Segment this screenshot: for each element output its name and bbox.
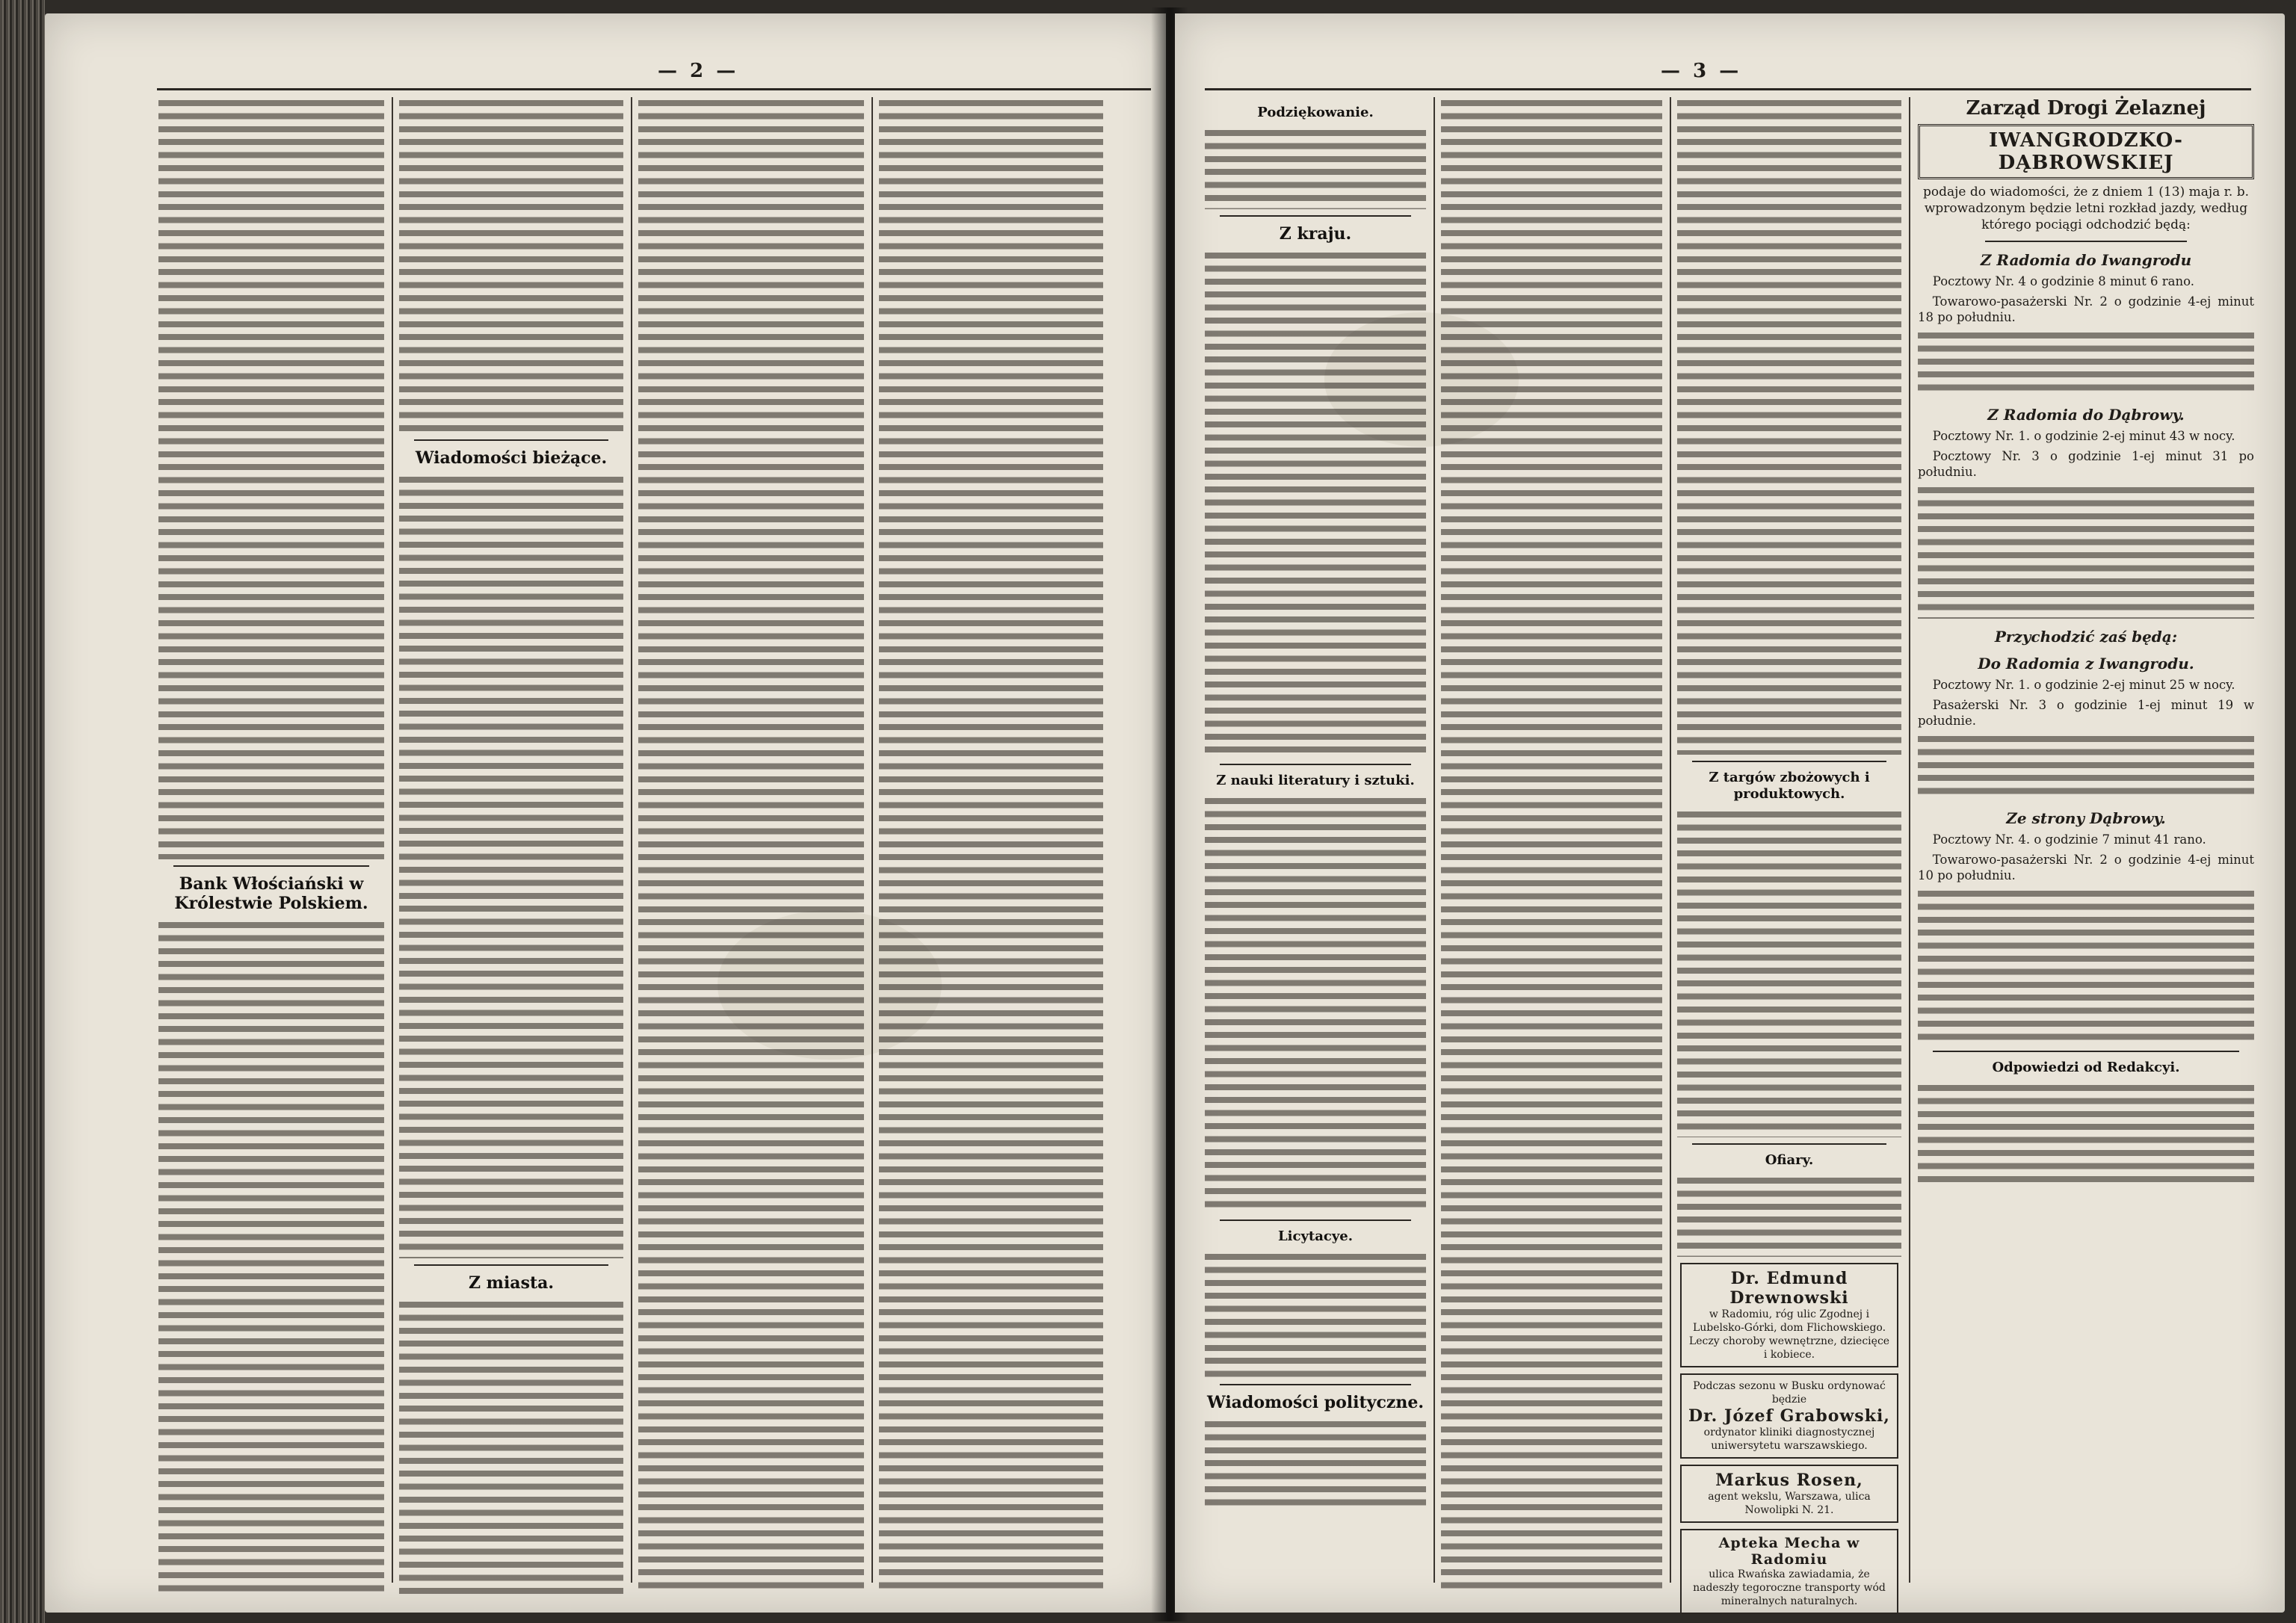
column-rule <box>1909 97 1910 1583</box>
column-rule <box>871 97 873 1583</box>
section-rule <box>1933 1051 2239 1052</box>
doctor-name: Dr. Edmund Drewnowski <box>1729 1269 1849 1308</box>
body-text-block <box>1441 97 1662 1592</box>
body-text-block <box>1918 733 2254 800</box>
railway-section-2: Z Radomia do Dąbrowy. <box>1987 406 2185 424</box>
right-column-4 <box>1918 97 2254 1583</box>
body-text-block <box>399 1299 623 1598</box>
doctor-text: w Radomiu, róg ulic Zgodnej i Lubelsko-Górki, dom Flichowskiego. Leczy choroby wewnętrzne, dziecięce i kobiece. <box>1688 1308 1890 1361</box>
body-text-block <box>1918 330 2254 397</box>
page-number-left: — 2 — <box>658 60 739 82</box>
body-text-block <box>1205 250 1426 758</box>
page-number-right: — 3 — <box>1661 60 1742 82</box>
column-rule <box>631 97 632 1583</box>
pharmacy-name: Apteka Mecha w Radomiu <box>1718 1535 1860 1568</box>
busko-name: Dr. Józef Grabowski, <box>1688 1406 1890 1426</box>
grain-heading: Z targów zbożowych i produktowych. <box>1709 770 1870 802</box>
top-rule <box>157 88 1151 90</box>
body-text-block <box>1205 795 1426 1214</box>
left-column-4 <box>879 97 1103 1583</box>
top-rule <box>1205 88 2251 90</box>
column-rule <box>1670 97 1671 1583</box>
train-entry: Towarowo-pasażerski Nr. 2 o godzinie 4-ej minut 10 po południu. <box>1918 853 2254 882</box>
body-text-block <box>1677 1175 1901 1257</box>
section-rule <box>1220 1384 1411 1385</box>
train-entry: Pocztowy Nr. 1. o godzinie 2-ej minut 43 w nocy. <box>1932 429 2235 443</box>
column-rule <box>1434 97 1435 1583</box>
section-rule <box>1985 241 2187 242</box>
section-rule <box>1692 1143 1886 1145</box>
railway-section-4: Do Radomia z Iwangrodu. <box>1978 655 2194 673</box>
right-column-3 <box>1677 97 1901 1607</box>
busko-text-1: Podczas sezonu w Busku ordynować będzie <box>1693 1380 1886 1406</box>
science-heading: Z nauki literatury i sztuki. <box>1216 773 1415 788</box>
pharmacy-advert <box>1680 1529 1898 1614</box>
bank-heading: Bank Włościański w Królestwie Polskiem. <box>174 874 368 913</box>
section-rule <box>1220 764 1411 765</box>
left-column-1 <box>158 97 384 1583</box>
right-column-2 <box>1441 97 1662 1583</box>
body-text-block <box>399 97 623 433</box>
body-text-block <box>399 474 623 1258</box>
pharmacy-text: ulica Rwańska zawiadamia, że nadeszły tegoroczne transporty wód mineralnych naturalnych. <box>1693 1568 1886 1607</box>
train-entry: Pocztowy Nr. 1. o godzinie 2-ej minut 25 w nocy. <box>1932 678 2235 692</box>
body-text-block <box>1677 97 1901 755</box>
busko-text-2: ordynator kliniki diagnostycznej uniwersytetu warszawskiego. <box>1703 1426 1875 1452</box>
train-entry: Pocztowy Nr. 4. o godzinie 7 minut 41 rano. <box>1932 832 2206 847</box>
column-rule <box>392 97 393 1583</box>
railway-section-5: Ze strony Dąbrowy. <box>2006 809 2166 827</box>
left-column-2 <box>399 97 623 1583</box>
busko-advert <box>1680 1373 1898 1459</box>
body-text-block <box>879 97 1103 1592</box>
right-column-1 <box>1205 97 1426 1583</box>
agent-name: Markus Rosen, <box>1715 1471 1863 1490</box>
train-entry: Pocztowy Nr. 4 o godzinie 8 minut 6 rano. <box>1932 274 2194 288</box>
agent-text: agent wekslu, Warszawa, ulica Nowolipki N. 21. <box>1708 1491 1871 1516</box>
body-text-block <box>1918 484 2254 619</box>
railway-banner: IWANGRODZKO-DĄBROWSKIEJ <box>1918 124 2254 179</box>
agent-advert <box>1680 1465 1898 1523</box>
section-rule <box>414 439 608 441</box>
left-column-3 <box>638 97 864 1583</box>
body-text-block <box>1918 1082 2254 1187</box>
railway-section-1: Z Radomia do Iwangrodu <box>1980 251 2192 269</box>
body-text-block <box>1677 809 1901 1137</box>
right-page <box>1175 13 2285 1613</box>
country-heading: Z kraju. <box>1279 224 1352 244</box>
body-text-block <box>1918 888 2254 1045</box>
auctions-heading: Licytacye. <box>1277 1228 1354 1244</box>
train-entry: Pocztowy Nr. 3 o godzinie 1-ej minut 31 po południu. <box>1918 449 2254 479</box>
railway-intro: podaje do wiadomości, że z dniem 1 (13) maja r. b. wprowadzonym będzie letni rozkład jazdy, według którego pociągi odchodzić będą: <box>1922 185 2250 232</box>
editor-replies-heading: Odpowiedzi od Redakcyi. <box>1992 1060 2180 1075</box>
train-entry: Pasażerski Nr. 3 o godzinie 1-ej minut 19 w południe. <box>1918 698 2254 728</box>
town-heading: Z miasta. <box>468 1273 555 1293</box>
railway-section-3: Przychodzić zaś będą: <box>1994 628 2178 646</box>
section-rule <box>414 1264 608 1266</box>
news-heading: Wiadomości bieżące. <box>415 448 608 468</box>
section-rule <box>173 865 369 867</box>
section-rule <box>1220 1219 1411 1221</box>
body-text-block <box>158 97 384 859</box>
railway-title: Zarząd Drogi Żelaznej <box>1966 97 2206 120</box>
section-rule <box>1220 215 1411 217</box>
body-text-block <box>1205 1251 1426 1378</box>
politics-heading: Wiadomości polityczne. <box>1207 1393 1424 1412</box>
left-page <box>45 13 1166 1613</box>
sacrifices-heading: Ofiary. <box>1765 1152 1814 1168</box>
section-rule <box>1692 761 1886 762</box>
doctor-advert <box>1680 1263 1898 1367</box>
thanks-heading: Podziękowanie. <box>1257 105 1374 120</box>
page-edges <box>0 0 45 1623</box>
body-text-block <box>1205 127 1426 209</box>
body-text-block <box>1205 1418 1426 1508</box>
body-text-block <box>158 919 384 1592</box>
train-entry: Towarowo-pasażerski Nr. 2 o godzinie 4-ej minut 18 po południu. <box>1918 294 2254 324</box>
body-text-block <box>638 97 864 1592</box>
